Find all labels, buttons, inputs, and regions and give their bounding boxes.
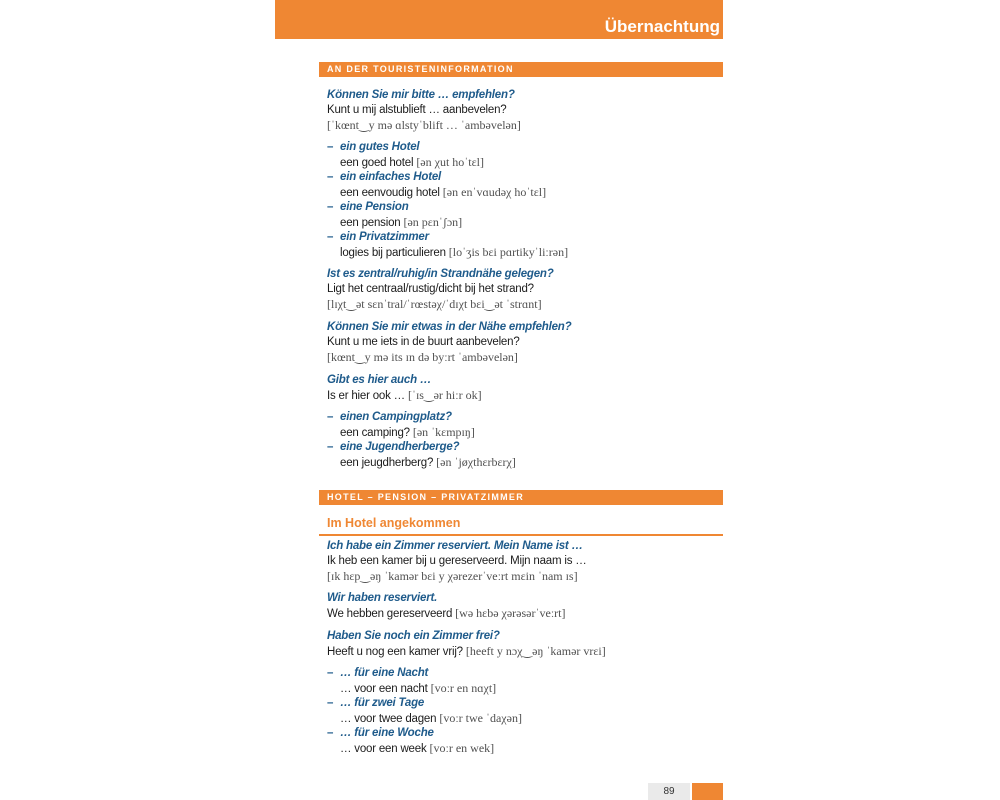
phonetic-transcription: [ɪk hɛp‿əŋ ˈkamər bɛi y χərezerˈveːrt mɛin ˈnam ɪs] — [327, 569, 578, 583]
phonetic-transcription: [kœnt‿y mə its ɪn də byːrt ˈambəvelən] — [327, 350, 518, 364]
dutch-translation: een eenvoudig hotel — [340, 187, 440, 199]
section-heading: HOTEL – PENSION – PRIVATZIMMER — [319, 490, 723, 505]
dutch-translation: Kunt u me iets in de buurt aanbevelen? — [327, 336, 520, 348]
dutch-translation: Heeft u nog een kamer vrij? — [327, 646, 463, 658]
dutch-translation: Is er hier ook … — [327, 390, 405, 402]
dutch-translation: … voor een nacht — [340, 683, 428, 695]
german-phrase: … für zwei Tage — [340, 697, 425, 709]
page-number: 89 — [648, 783, 690, 800]
german-phrase: ein einfaches Hotel — [340, 171, 442, 183]
list-marker: – — [327, 411, 334, 423]
german-phrase: eine Jugendherberge? — [340, 441, 460, 453]
list-item — [327, 230, 717, 245]
subsection-divider — [319, 534, 723, 536]
phonetic-transcription: [heeft y nɔχ‿əŋ ˈkamər vrɛi] — [465, 644, 606, 658]
list-item-translation — [327, 681, 717, 696]
german-phrase: ein gutes Hotel — [340, 141, 420, 153]
phrase-entry — [327, 88, 717, 133]
chapter-header — [275, 0, 723, 39]
phrase-entry — [327, 267, 717, 312]
list-marker: – — [327, 697, 334, 709]
phrase-option-list — [327, 666, 717, 756]
dutch-translation: We hebben gereserveerd — [327, 608, 453, 620]
list-item — [327, 170, 717, 185]
list-item — [327, 140, 717, 155]
german-phrase: … für eine Nacht — [340, 667, 429, 679]
list-item — [327, 666, 717, 681]
list-item — [327, 440, 717, 455]
german-phrase: einen Campingplatz? — [340, 411, 452, 423]
list-marker: – — [327, 201, 334, 213]
german-phrase: eine Pension — [340, 201, 409, 213]
list-marker: – — [327, 231, 334, 243]
german-phrase: Haben Sie noch ein Zimmer frei? — [327, 630, 500, 642]
section-heading: AN DER TOURISTENINFORMATION — [319, 62, 723, 77]
phonetic-transcription: [ən ˈjøχthɛrbɛrχ] — [436, 455, 516, 469]
german-phrase: … für eine Woche — [340, 727, 434, 739]
phrase-option-list — [327, 410, 717, 470]
phonetic-transcription: [ən enˈvɑudəχ hoˈtɛl] — [442, 185, 547, 199]
list-item — [327, 726, 717, 741]
footer-accent-block — [692, 783, 723, 800]
dutch-translation: … voor een week — [340, 743, 427, 755]
dutch-translation: een pension — [340, 217, 401, 229]
translation-line — [327, 644, 717, 659]
german-phrase: Können Sie mir etwas in der Nähe empfehlen? — [327, 321, 572, 333]
translation-line — [327, 388, 717, 403]
phrase-entry — [327, 373, 717, 403]
translation-line — [327, 606, 717, 621]
dutch-translation: … voor twee dagen — [340, 713, 437, 725]
list-item — [327, 410, 717, 425]
german-phrase: Ist es zentral/ruhig/in Strandnähe gelegen? — [327, 268, 554, 280]
german-phrase: Gibt es hier auch … — [327, 374, 432, 386]
phonetic-transcription: [ən χut hoˈtɛl] — [416, 155, 484, 169]
list-item-translation — [327, 155, 717, 170]
phonetic-transcription: [ˈkœnt‿y mə ɑlstyˈblift … ˈambəvelən] — [327, 118, 521, 132]
phrase-option-list — [327, 140, 717, 260]
list-item-translation — [327, 425, 717, 440]
list-item-translation — [327, 455, 717, 470]
phrase-entry — [327, 539, 717, 584]
dutch-translation: Ik heb een kamer bij u gereserveerd. Mijn naam is … — [327, 555, 587, 567]
list-item-translation — [327, 215, 717, 230]
phonetic-transcription: [voːr en wek] — [429, 741, 495, 755]
phonetic-transcription: [voːr en nɑχt] — [430, 681, 497, 695]
list-marker: – — [327, 141, 334, 153]
phonetic-transcription: [ˈɪs‿ər hiːr ok] — [407, 388, 482, 402]
list-marker: – — [327, 171, 334, 183]
list-item-translation — [327, 711, 717, 726]
phonetic-transcription: [ən pɛnˈʃɔn] — [403, 215, 463, 229]
german-phrase: ein Privatzimmer — [340, 231, 429, 243]
dutch-translation: een jeugdherberg? — [340, 457, 434, 469]
dutch-translation: een camping? — [340, 427, 410, 439]
dutch-translation: een goed hotel — [340, 157, 414, 169]
dutch-translation: Ligt het centraal/rustig/dicht bij het strand? — [327, 283, 534, 295]
phonetic-transcription: [lɪχt‿ət sɛnˈtral/ˈrœstəχ/ˈdɪχt bɛi‿ət ˈstrɑnt] — [327, 297, 542, 311]
list-item — [327, 696, 717, 711]
list-item-translation — [327, 185, 717, 200]
phrasebook-page — [275, 0, 723, 800]
german-phrase: Ich habe ein Zimmer reserviert. Mein Name ist … — [327, 540, 583, 552]
dutch-translation: logies bij particulieren — [340, 247, 446, 259]
german-phrase: Wir haben reserviert. — [327, 592, 438, 604]
list-item-translation — [327, 741, 717, 756]
phonetic-transcription: [loˈʒis bɛi pɑrtikyˈliːrən] — [448, 245, 569, 259]
subsection-heading: Im Hotel angekommen — [327, 516, 461, 530]
list-marker: – — [327, 667, 334, 679]
phrase-entry — [327, 629, 717, 659]
dutch-translation: Kunt u mij alstublieft … aanbevelen? — [327, 104, 507, 116]
phrase-entry — [327, 320, 717, 365]
list-marker: – — [327, 441, 334, 453]
phrase-entry — [327, 591, 717, 621]
phonetic-transcription: [voːr twe ˈdaχən] — [439, 711, 522, 725]
chapter-title: Übernachtung — [604, 17, 720, 36]
phonetic-transcription: [wə hɛbə χərəsərˈveːrt] — [455, 606, 566, 620]
list-marker: – — [327, 727, 334, 739]
german-phrase: Können Sie mir bitte … empfehlen? — [327, 89, 515, 101]
phonetic-transcription: [ən ˈkɛmpɪŋ] — [412, 425, 475, 439]
list-item-translation — [327, 245, 717, 260]
list-item — [327, 200, 717, 215]
